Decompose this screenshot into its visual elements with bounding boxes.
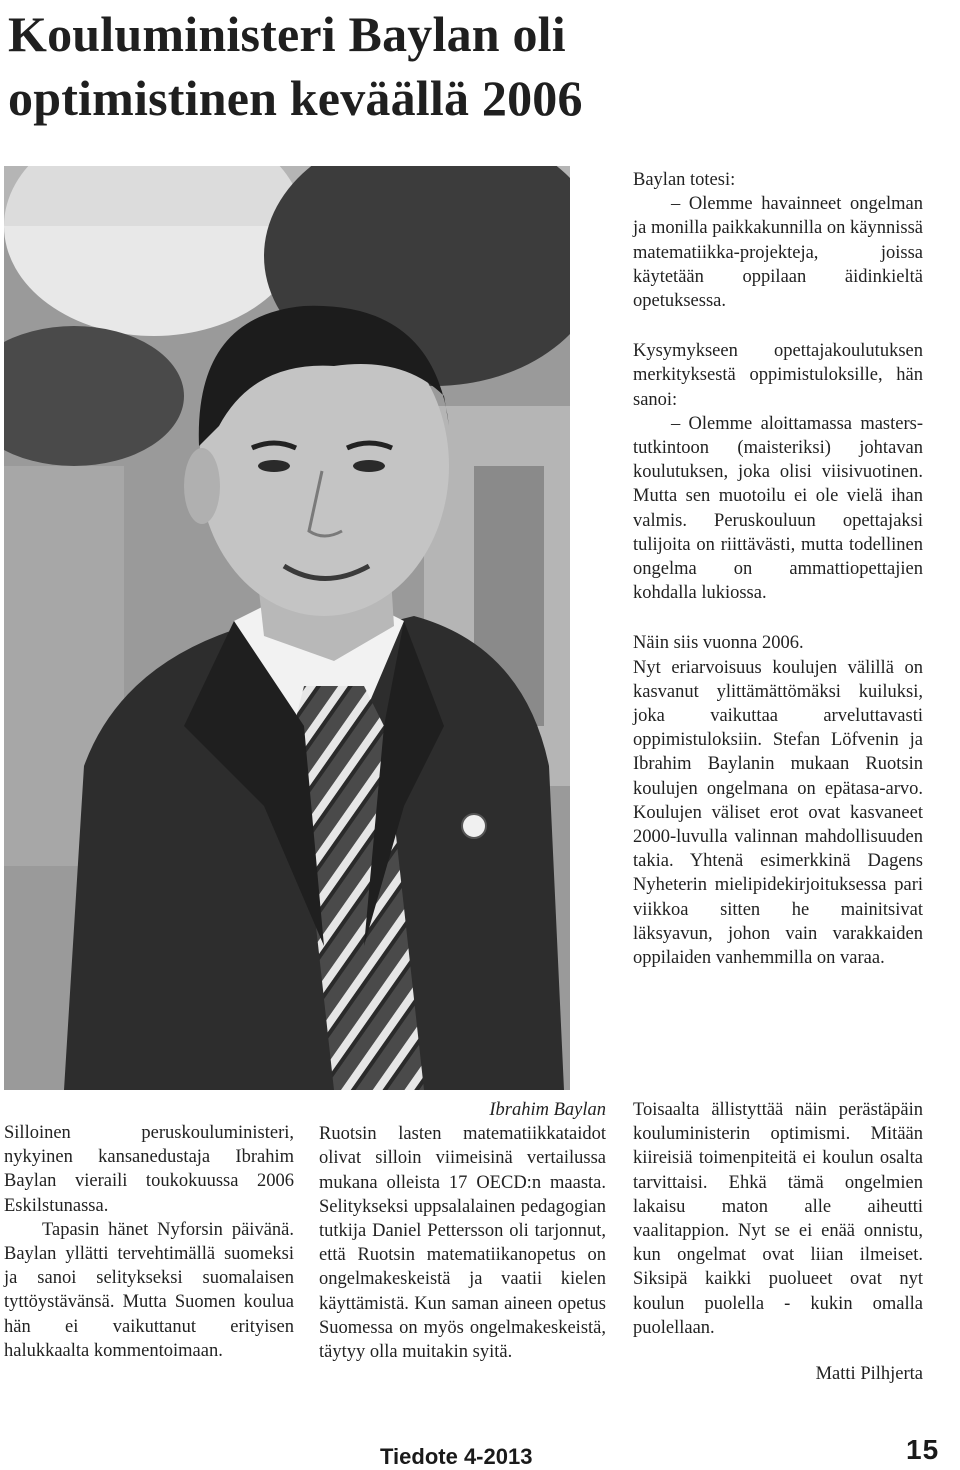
paragraph: Kysymykseen opettajakoulutuksen merkityksestä oppimistuloksille, hän sanoi: [633, 341, 923, 410]
photo-caption-name: Ibrahim Baylan [489, 1100, 606, 1120]
left-column [4, 1121, 294, 1363]
page-number: 15 [906, 1434, 940, 1465]
paragraph: Baylan totesi: [633, 170, 736, 190]
right-column-bottom [633, 1098, 923, 1386]
portrait-illustration [4, 166, 570, 1090]
lapel-pin [462, 814, 486, 838]
paragraph: Nyt eriarvoisuus koulujen välillä on kasvanut ylittämättömäksi kuiluksi, joka vaikuttaa arveluttavasti oppimistuloksiin. Stefan Löfvenin ja Ibrahim Baylanin mukaan Ruotsin koulujen ongelmana on epätasa-arvo. Koulujen väliset erot ovat kasvaneet 2000-luvulla valinnan mahdollisuuden takia. Yhtenä esimerkkinä Dagens Nyheterin mielipidekirjoituksessa pari viikkoa sitten he mainitsivat läksyavun, johon vain varakkaiden oppilaiden vanhemmilla on varaa. [633, 657, 923, 969]
article-headline: Kouluministeri Baylan oli optimistinen keväällä 2006 [8, 6, 583, 126]
right-column-top [633, 168, 923, 970]
publication-title: Tiedote 4-2013 [380, 1444, 533, 1469]
paragraph: Ruotsin lasten matematiikkataidot olivat silloin viimeisinä vertailussa mukana olleista 17 OECD:n maasta. Selitykseksi uppsalalainen pedagogian tutkija Daniel Pettersson oli tarjonnut, että Ruotsin matematiikanopetus on ongelmakeskeistä ja vaatii kielen käyttämistä. Kun saman aineen opetus Suomessa on myös ongelmakeskeistä, täytyy olla muitakin syitä. [319, 1124, 606, 1363]
middle-column [319, 1098, 606, 1364]
quote-paragraph: – Olemme havainneet ongelman ja monilla paikkakunnilla on käynnissä matematiikka-projekteja, joissa käytetään oppilaan äidinkieltä opetuksessa. [633, 194, 923, 312]
paragraph: Silloinen peruskouluministeri, nykyinen kansanedustaja Ibrahim Baylan vieraili toukokuussa 2006 Eskilstunassa. [4, 1123, 294, 1216]
portrait-photo [4, 166, 570, 1090]
quote-paragraph: – Olemme aloittamassa masters-tutkintoon (maisteriksi) johtavan koulutuksen, joka olisi viisivuotinen. Mutta sen muotoilu ei ole vielä ihan valmis. Peruskouluun opettajaksi tulijoita on riittävästi, mutta todellinen ongelma on ammattiopettajien kohdalla lukiossa. [633, 413, 923, 604]
paragraph: Näin siis vuonna 2006. [633, 633, 804, 654]
paragraph: Tapasin hänet Nyforsin päivänä. Baylan yllätti tervehtimällä suomeksi ja sanoi selitykseksi suomalaisen tyttöystävänsä. Mutta Suomen koulua hän ei vaikuttanut erityisen halukkaalta kommentoimaan. [4, 1219, 294, 1361]
paragraph: Toisaalta ällistyttää näin perästäpäin kouluministerin optimismi. Mitään kiireisiä toimenpiteitä ei koulun osalta tarvittaisi. Ehkä tämä ongelmien lakaisu maton alle aiheutti vaalitappion. Nyt se ei enää onnistu, kun ongelmat ovat liian ilmeiset. Siksipä kaikki puolueet ovat nyt koulun puolella - kukin omalla puolellaan. [633, 1100, 923, 1338]
author-signature: Matti Pilhjerta [815, 1364, 923, 1385]
